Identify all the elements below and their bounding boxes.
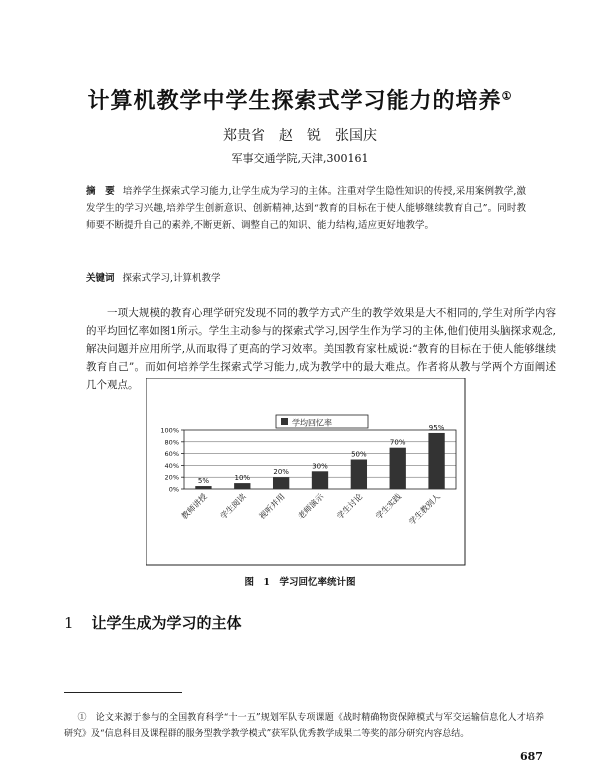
title-footnote-mark: ① bbox=[501, 89, 513, 103]
chart-frame bbox=[146, 378, 465, 565]
affiliation: 军事交通学院,天津,300161 bbox=[231, 152, 369, 165]
paper-title: 计算机教学中学生探索式学习能力的培养① bbox=[87, 88, 513, 114]
bar-value-label: 95% bbox=[428, 423, 445, 432]
abstract bbox=[86, 183, 526, 234]
section-number: 1 bbox=[64, 614, 74, 632]
y-tick-label: 100% bbox=[160, 426, 179, 435]
x-tick-label: 视听并用 bbox=[257, 492, 287, 522]
x-tick-label: 教师讲授 bbox=[179, 492, 209, 522]
bar bbox=[195, 486, 211, 489]
bar bbox=[428, 433, 444, 489]
bar-value-label: 10% bbox=[234, 474, 251, 483]
footnote-divider bbox=[64, 692, 182, 693]
x-tick-label: 学生教别人 bbox=[407, 492, 442, 527]
abstract-label: 摘 要 bbox=[86, 186, 115, 197]
keywords-label: 关键词 bbox=[86, 273, 115, 284]
page-number: 687 bbox=[520, 750, 543, 763]
authors: 郑贵省 赵 锐 张国庆 bbox=[223, 128, 377, 144]
legend-label: 学均回忆率 bbox=[292, 418, 332, 428]
keywords-text: 探索式学习,计算机教学 bbox=[122, 273, 221, 284]
bar bbox=[390, 448, 406, 489]
section-title: 让学生成为学习的主体 bbox=[91, 614, 242, 632]
bar bbox=[234, 483, 250, 489]
bar bbox=[273, 477, 289, 489]
abstract-text: 培养学生探索式学习能力,让学生成为学习的主体。注重对学生隐性知识的传授,采用案例教学,激发学生的学习兴趣,培养学生创新意识、创新精神,达到“教育的目标在于使人能够继续教育自己”。同时教师要不断提升自己的素养,不断更新、调整自己的知识、能力结构,适应更好地教学。 bbox=[86, 186, 526, 231]
keywords bbox=[86, 270, 526, 284]
x-tick-label: 学生阅读 bbox=[218, 492, 248, 522]
bar bbox=[312, 471, 328, 489]
bar-value-label: 50% bbox=[351, 450, 367, 459]
x-tick-label: 学生实践 bbox=[374, 492, 404, 522]
y-tick-label: 80% bbox=[164, 438, 179, 447]
y-tick-label: 0% bbox=[168, 485, 179, 494]
chart-legend bbox=[276, 415, 368, 428]
bar-value-label: 30% bbox=[312, 462, 328, 471]
body-paragraph: 一项大规模的教育心理学研究发现不同的教学方式产生的教学效果是大不相同的,学生对所学内容的平均回忆率如图1所示。学生主动参与的探索式学习,因学生作为学习的主体,他们使用头脑探求观念,解决问题并应用所学,从而取得了更高的学习效率。美国教育家杜威说:“教育的目标在于使人能够继续教育自己”。而如何培养学生探索式学习能力,成为教学中的最大难点。作者将从教与学两个方面阐述几个观点。 bbox=[86, 307, 556, 391]
y-tick-label: 40% bbox=[164, 461, 179, 470]
recall-rate-chart bbox=[146, 378, 466, 566]
section-heading bbox=[64, 612, 242, 633]
x-tick-label: 学生讨论 bbox=[335, 492, 365, 522]
bar-value-label: 5% bbox=[197, 477, 209, 486]
figure-caption: 图 1 学习回忆率统计图 bbox=[244, 577, 356, 588]
bar-value-label: 20% bbox=[273, 468, 289, 477]
bar bbox=[351, 460, 367, 490]
y-tick-label: 60% bbox=[164, 450, 179, 459]
y-tick-label: 20% bbox=[164, 473, 179, 482]
bar-value-label: 70% bbox=[389, 438, 406, 447]
legend-swatch bbox=[281, 418, 288, 425]
x-tick-label: 老师演示 bbox=[296, 492, 326, 522]
footnote: ① 论文来源于参与的全国教育科学“十一五”规划军队专项课题《战时精确物资保障模式与军交运输信息化人才培养研究》及“信息科目及课程群的服务型教学教学模式”获军队优秀教学成果二等奖的部分研究内容总结。 bbox=[64, 713, 544, 739]
